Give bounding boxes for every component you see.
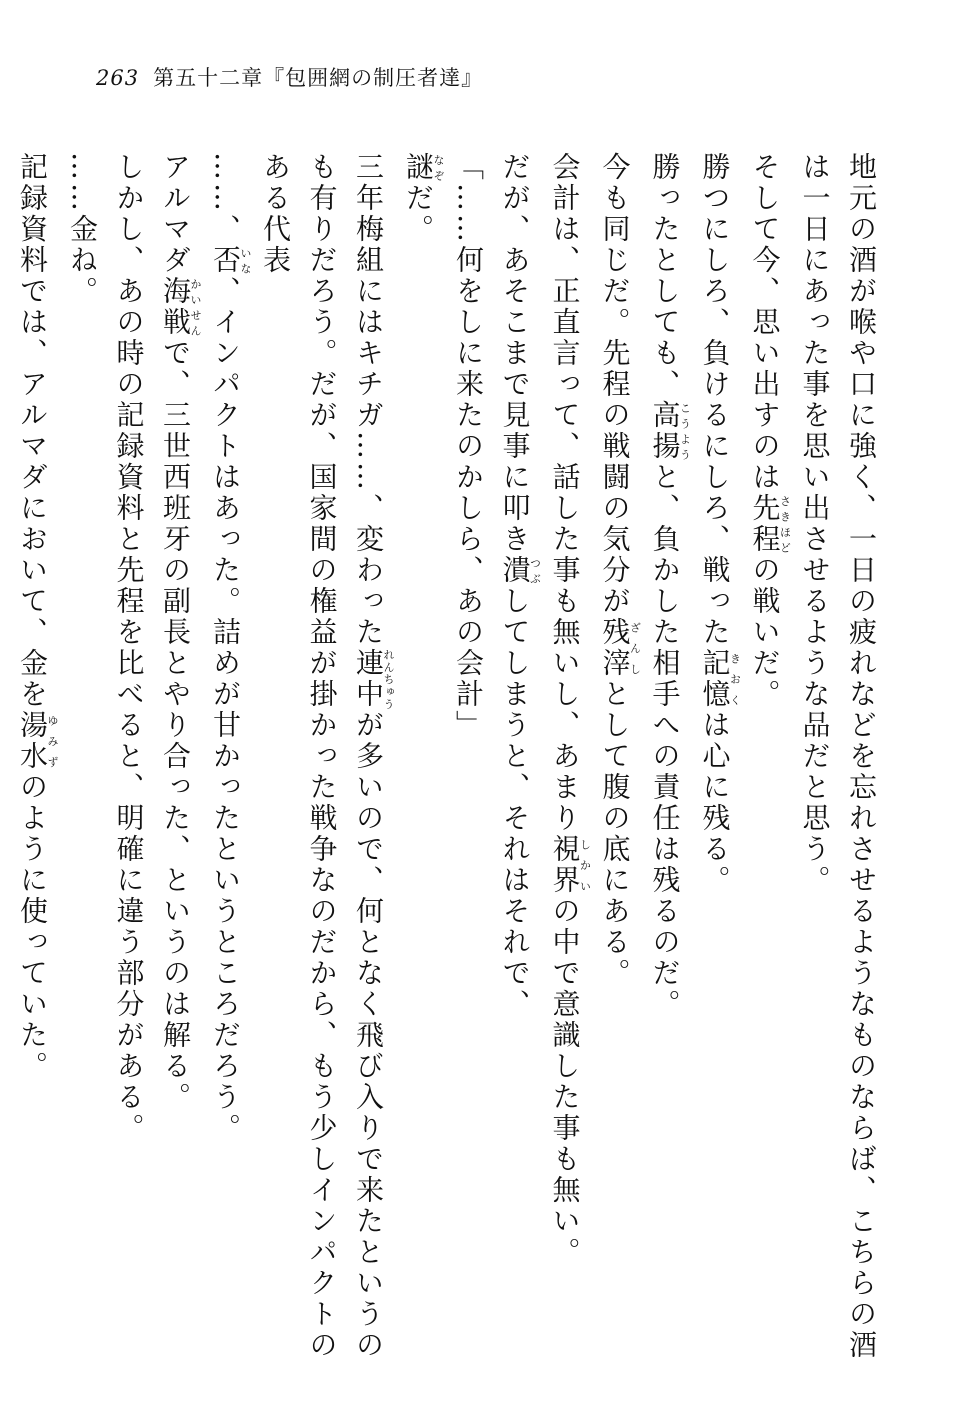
furigana-reading: れんちゅう: [382, 648, 395, 710]
paragraph: しかし、あの時の記録資料と先程を比べると、明確に違う部分がある。: [112, 152, 146, 1144]
paragraph: 記録資料では、アルマダにおいて、金を湯水ゆみずのように使っていた。: [16, 152, 59, 1082]
furigana-reading: ざんし: [628, 617, 642, 679]
page-header: [96, 62, 483, 92]
paragraph: ……金ね。: [66, 152, 99, 307]
paragraph: 今も同じだ。先程の戦闘の気分が残滓ざんしとして腹の底にある。: [598, 152, 642, 989]
furigana-reading: なぞ: [432, 152, 445, 183]
paragraph: 「……何をしに来たのかしら、あの会計」: [452, 152, 485, 741]
furigana-reading: いな: [239, 245, 252, 276]
furigana-word: 海戦かいせん: [159, 276, 202, 338]
furigana-word: 残滓ざんし: [598, 617, 642, 679]
furigana-word: 謎なぞ: [402, 152, 445, 183]
paragraph: そして今、思い出すのは先程さきほどの戦いだ。: [748, 152, 792, 710]
furigana-word: 高揚こうよう: [648, 400, 692, 462]
paragraph: 会計は、正直言って、話した事も無いし、あまり視界しかいの中で意識した事も無い。: [548, 152, 592, 1268]
chapter-title: 第五十二章『包囲網の制圧者達』: [153, 66, 484, 90]
paragraph: だが、あそこまで見事に叩き潰つぶしてしまうと、それはそれで、: [498, 152, 542, 1020]
paragraph: 三年梅組にはキチガ……、変わった連中れんちゅうが多いので、何となく飛び入りで来たというのも有りだろう。だが、国家間の権益が掛かった戦争なのだから、もう少しインパクトのある代表: [259, 152, 395, 1361]
page-number: 263: [96, 66, 140, 90]
furigana-word: 記憶きおく: [698, 648, 742, 710]
furigana-word: 視界しかい: [548, 834, 592, 896]
paragraph: 勝ったとしても、高揚こうようと、負かした相手への責任は残るのだ。: [648, 152, 692, 1020]
furigana-reading: ゆみず: [46, 710, 59, 772]
furigana-word: 潰つぶ: [498, 555, 542, 586]
furigana-word: 湯水ゆみず: [16, 710, 59, 772]
furigana-reading: つぶ: [528, 555, 542, 586]
paragraph: ……、否いな、インパクトはあった。詰めが甘かったというところだろう。: [209, 152, 252, 1144]
furigana-word: 先程さきほど: [748, 493, 792, 555]
paragraph: 謎なぞだ。: [402, 152, 445, 245]
furigana-word: 連中れんちゅう: [352, 648, 395, 710]
furigana-reading: きおく: [728, 648, 742, 710]
paragraph: 地元の酒が喉や口に強く、一日の疲れなどを忘れさせるようなものならば、こちらの酒は一日にあった事を思い出させるような品だと思う。: [798, 152, 878, 1361]
furigana-reading: さきほど: [778, 493, 792, 555]
furigana-reading: しかい: [578, 834, 592, 896]
paragraph: 勝つにしろ、負けるにしろ、戦った記憶きおくは心に残る。: [698, 152, 742, 896]
paragraph: アルマダ海戦かいせんで、三世西班牙の副長とやり合った、というのは解る。: [159, 152, 202, 1113]
furigana-reading: かいせん: [189, 276, 202, 338]
body-text: [16, 152, 884, 1362]
furigana-word: 否いな: [209, 245, 252, 276]
furigana-reading: こうよう: [678, 400, 692, 462]
